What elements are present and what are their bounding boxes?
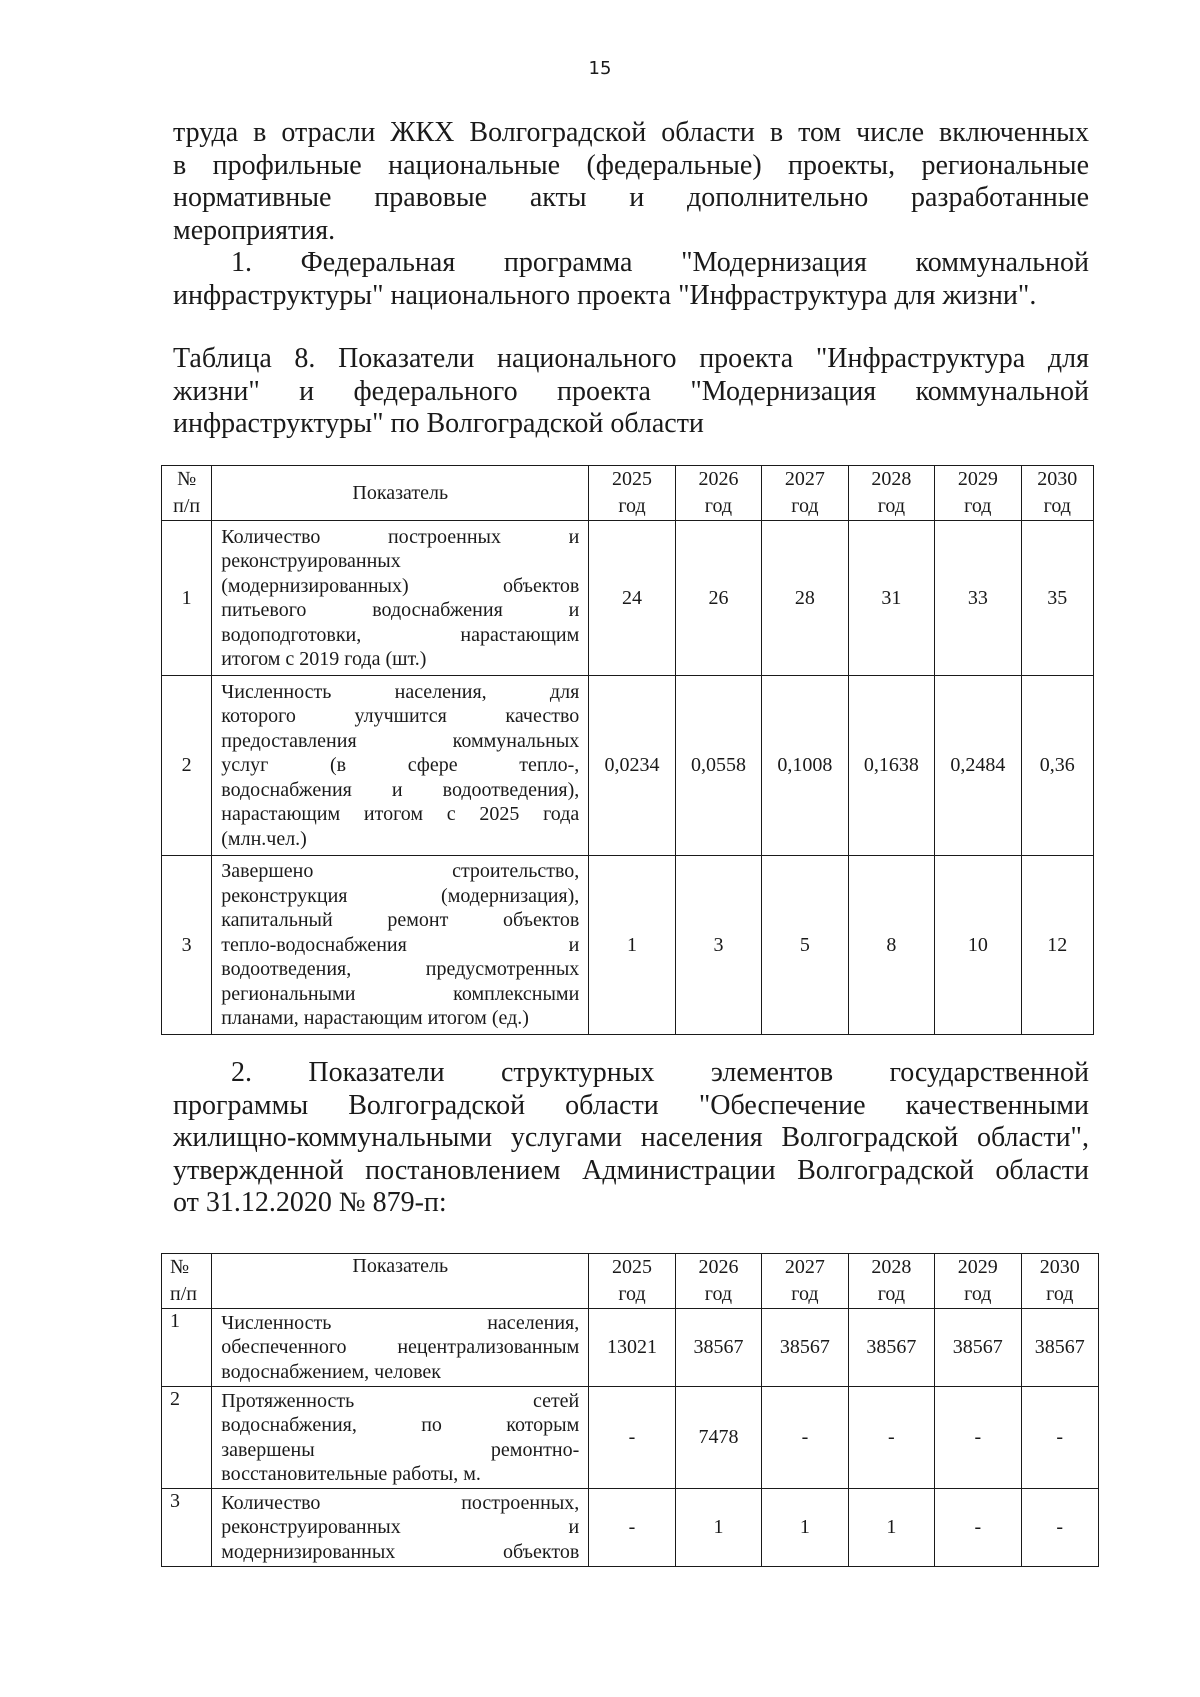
- table-row: [162, 676, 1094, 856]
- section-1-heading: [173, 247, 1089, 312]
- value-cell: -: [589, 1387, 675, 1489]
- value-cell: 38567: [1021, 1309, 1098, 1387]
- cell-line: Количество построенных и: [221, 525, 580, 548]
- year-header: [762, 466, 848, 521]
- value-cell: 0,0558: [675, 676, 761, 856]
- value-cell: 12: [1021, 856, 1093, 1035]
- cell-line: обеспеченного нецентрализованным: [221, 1336, 580, 1359]
- year-label: 2027: [784, 468, 825, 490]
- year-suffix: год: [964, 1283, 992, 1305]
- indicator-cell: [212, 521, 589, 676]
- year-label: 2025: [612, 468, 652, 490]
- year-label: 2026: [698, 468, 739, 490]
- number-header-bottom: п/п: [173, 495, 201, 517]
- year-suffix: год: [877, 495, 906, 517]
- cell-line: Завершено строительство,: [221, 860, 580, 883]
- cell-line: реконструкция (модернизация),: [221, 884, 580, 907]
- table-header-row: [162, 466, 1094, 521]
- table-8-caption: [173, 343, 1089, 441]
- cell-line: восстановительные работы, м.: [221, 1463, 481, 1485]
- year-label: 2027: [784, 1256, 825, 1278]
- year-header: [589, 1254, 675, 1309]
- cell-line: капитальный ремонт объектов: [221, 909, 580, 932]
- row-number: 2: [162, 676, 212, 856]
- year-suffix: год: [791, 1283, 819, 1305]
- indicator-cell: [212, 1489, 589, 1567]
- year-header: [1021, 1254, 1098, 1309]
- cell-line: услуг (в сфере тепло-,: [221, 754, 580, 777]
- text-line: жилищно-коммунальными услугами населения Волгоградской области",: [173, 1122, 1089, 1153]
- value-cell: 0,36: [1021, 676, 1093, 856]
- value-cell: 38567: [675, 1309, 761, 1387]
- cell-line: которого улучшится качество: [221, 705, 580, 728]
- indicator-cell: [212, 1309, 589, 1387]
- year-suffix: год: [1043, 495, 1071, 517]
- cell-line: нарастающим итогом с 2025 года: [221, 803, 580, 826]
- text-line: в профильные национальные (федеральные) проекты, региональные: [173, 149, 1089, 181]
- year-suffix: год: [964, 495, 992, 517]
- value-cell: 5: [762, 856, 848, 1035]
- year-suffix: год: [877, 1283, 905, 1305]
- value-cell: 33: [935, 521, 1021, 676]
- table-row: [162, 521, 1094, 676]
- cell-line: итогом с 2019 года (шт.): [221, 648, 427, 670]
- text-line: 2. Показатели структурных элементов государственной: [231, 1057, 1089, 1088]
- cell-line: тепло-водоснабжения и: [221, 933, 580, 956]
- year-label: 2029: [957, 468, 998, 490]
- row-number: 3: [162, 856, 212, 1035]
- value-cell: 13021: [589, 1309, 675, 1387]
- cell-line: (модернизированных) объектов: [221, 574, 580, 597]
- value-cell: 24: [589, 521, 675, 676]
- row-number: 3: [162, 1489, 212, 1567]
- cell-line: планами, нарастающим итогом (ед.): [221, 1007, 529, 1030]
- cell-line: Численность населения,: [221, 1311, 580, 1334]
- year-header: [848, 1254, 934, 1309]
- year-label: 2029: [957, 1256, 998, 1278]
- cell-line: завершены ремонтно-: [221, 1438, 580, 1461]
- cell-line: Численность населения, для: [221, 680, 580, 703]
- value-cell: 1: [848, 1489, 934, 1567]
- cell-line: реконструированных и: [221, 1516, 580, 1539]
- cell-line: модернизированных объектов: [221, 1540, 580, 1563]
- year-header: [1021, 466, 1093, 521]
- cell-line: водоснабжением, человек: [221, 1360, 442, 1383]
- indicator-header: Показатель: [212, 1254, 589, 1309]
- value-cell: 8: [848, 856, 934, 1035]
- value-cell: 0,0234: [589, 676, 675, 856]
- cell-line: водоснабжения, по которым: [221, 1414, 580, 1436]
- indicators-table-2: [161, 1253, 1099, 1567]
- year-header: [935, 466, 1021, 521]
- value-cell: -: [935, 1387, 1021, 1489]
- number-header-top: №: [177, 468, 197, 490]
- value-cell: 0,1638: [848, 676, 934, 856]
- text-line: Таблица 8. Показатели национального проекта "Инфраструктура для: [173, 343, 1089, 374]
- table-row: [162, 856, 1094, 1035]
- text-line: инфраструктуры" национального проекта "Инфраструктура для жизни".: [173, 279, 1037, 311]
- text-line: от 31.12.2020 № 879-п:: [173, 1187, 447, 1218]
- cell-line: (млн.чел.): [221, 827, 307, 850]
- year-suffix: год: [618, 1283, 646, 1305]
- value-cell: -: [1021, 1489, 1098, 1567]
- cell-line: водоснабжения и водоотведения),: [221, 778, 580, 801]
- value-cell: -: [589, 1489, 675, 1567]
- year-label: 2028: [871, 468, 912, 490]
- value-cell: 26: [675, 521, 761, 676]
- year-suffix: год: [704, 1283, 733, 1305]
- value-cell: -: [935, 1489, 1021, 1567]
- table-row: [162, 1387, 1099, 1489]
- text-line: утвержденной постановлением Администрации Волгоградской области: [173, 1154, 1089, 1186]
- cell-line: питьевого водоснабжения и: [221, 599, 580, 621]
- year-suffix: год: [1046, 1283, 1074, 1305]
- cell-line: региональными комплексными: [221, 982, 580, 1005]
- row-number: 1: [162, 1309, 212, 1387]
- cell-line: предоставления коммунальных: [221, 729, 580, 752]
- text-line: инфраструктуры" по Волгоградской области: [173, 408, 704, 439]
- section-2-heading: [173, 1057, 1089, 1220]
- value-cell: 35: [1021, 521, 1093, 676]
- year-header: [935, 1254, 1021, 1309]
- value-cell: 1: [762, 1489, 848, 1567]
- table-header-row: [162, 1254, 1099, 1309]
- page-number: 15: [588, 58, 612, 79]
- text-line: нормативные правовые акты и дополнительно разработанные: [173, 182, 1089, 213]
- year-suffix: год: [791, 495, 819, 517]
- cell-line: водоотведения, предусмотренных: [221, 958, 580, 981]
- value-cell: -: [762, 1387, 848, 1489]
- year-label: 2025: [611, 1256, 652, 1278]
- text-line: жизни" и федерального проекта "Модернизация коммунальной: [173, 375, 1089, 407]
- intro-paragraph: [173, 117, 1089, 247]
- indicator-header: Показатель: [212, 466, 589, 521]
- value-cell: 38567: [935, 1309, 1021, 1387]
- text-line: программы Волгоградской области "Обеспечение качественными: [173, 1089, 1089, 1121]
- value-cell: 3: [675, 856, 761, 1035]
- value-cell: -: [1021, 1387, 1098, 1489]
- value-cell: 1: [589, 856, 675, 1035]
- text-line: мероприятия.: [173, 214, 336, 246]
- number-header-bottom: п/п: [170, 1283, 197, 1305]
- cell-line: водоподготовки, нарастающим: [221, 623, 580, 646]
- year-header: [762, 1254, 848, 1309]
- text-line: 1. Федеральная программа "Модернизация коммунальной: [231, 247, 1089, 278]
- cell-line: Количество построенных,: [221, 1491, 580, 1514]
- row-number: 1: [162, 521, 212, 676]
- value-cell: 10: [935, 856, 1021, 1035]
- year-suffix: год: [618, 495, 646, 517]
- indicator-cell: [212, 856, 589, 1035]
- table-row: [162, 1489, 1099, 1567]
- value-cell: 0,2484: [935, 676, 1021, 856]
- text-line: труда в отрасли ЖКХ Волгоградской области в том числе включенных: [173, 117, 1089, 148]
- cell-line: Протяженность сетей: [221, 1389, 580, 1412]
- value-cell: 7478: [675, 1387, 761, 1489]
- year-label: 2026: [698, 1256, 739, 1278]
- row-number: 2: [162, 1387, 212, 1489]
- cell-line: реконструированных: [221, 550, 401, 572]
- year-label: 2028: [871, 1256, 912, 1278]
- indicator-cell: [212, 1387, 589, 1489]
- year-header: [675, 1254, 761, 1309]
- year-header: [675, 466, 761, 521]
- indicator-cell: [212, 676, 589, 856]
- year-suffix: год: [704, 495, 733, 517]
- value-cell: 0,1008: [762, 676, 848, 856]
- value-cell: 1: [675, 1489, 761, 1567]
- value-cell: -: [848, 1387, 934, 1489]
- year-label: 2030: [1037, 468, 1078, 490]
- indicators-table-1: [161, 465, 1094, 1035]
- value-cell: 38567: [848, 1309, 934, 1387]
- year-header: [848, 466, 934, 521]
- number-header: [162, 1254, 212, 1309]
- year-label: 2030: [1039, 1256, 1080, 1278]
- table-row: [162, 1309, 1099, 1387]
- value-cell: 28: [762, 521, 848, 676]
- number-header: [162, 466, 212, 521]
- value-cell: 38567: [762, 1309, 848, 1387]
- value-cell: 31: [848, 521, 934, 676]
- year-header: [589, 466, 675, 521]
- number-header-top: №: [170, 1256, 190, 1278]
